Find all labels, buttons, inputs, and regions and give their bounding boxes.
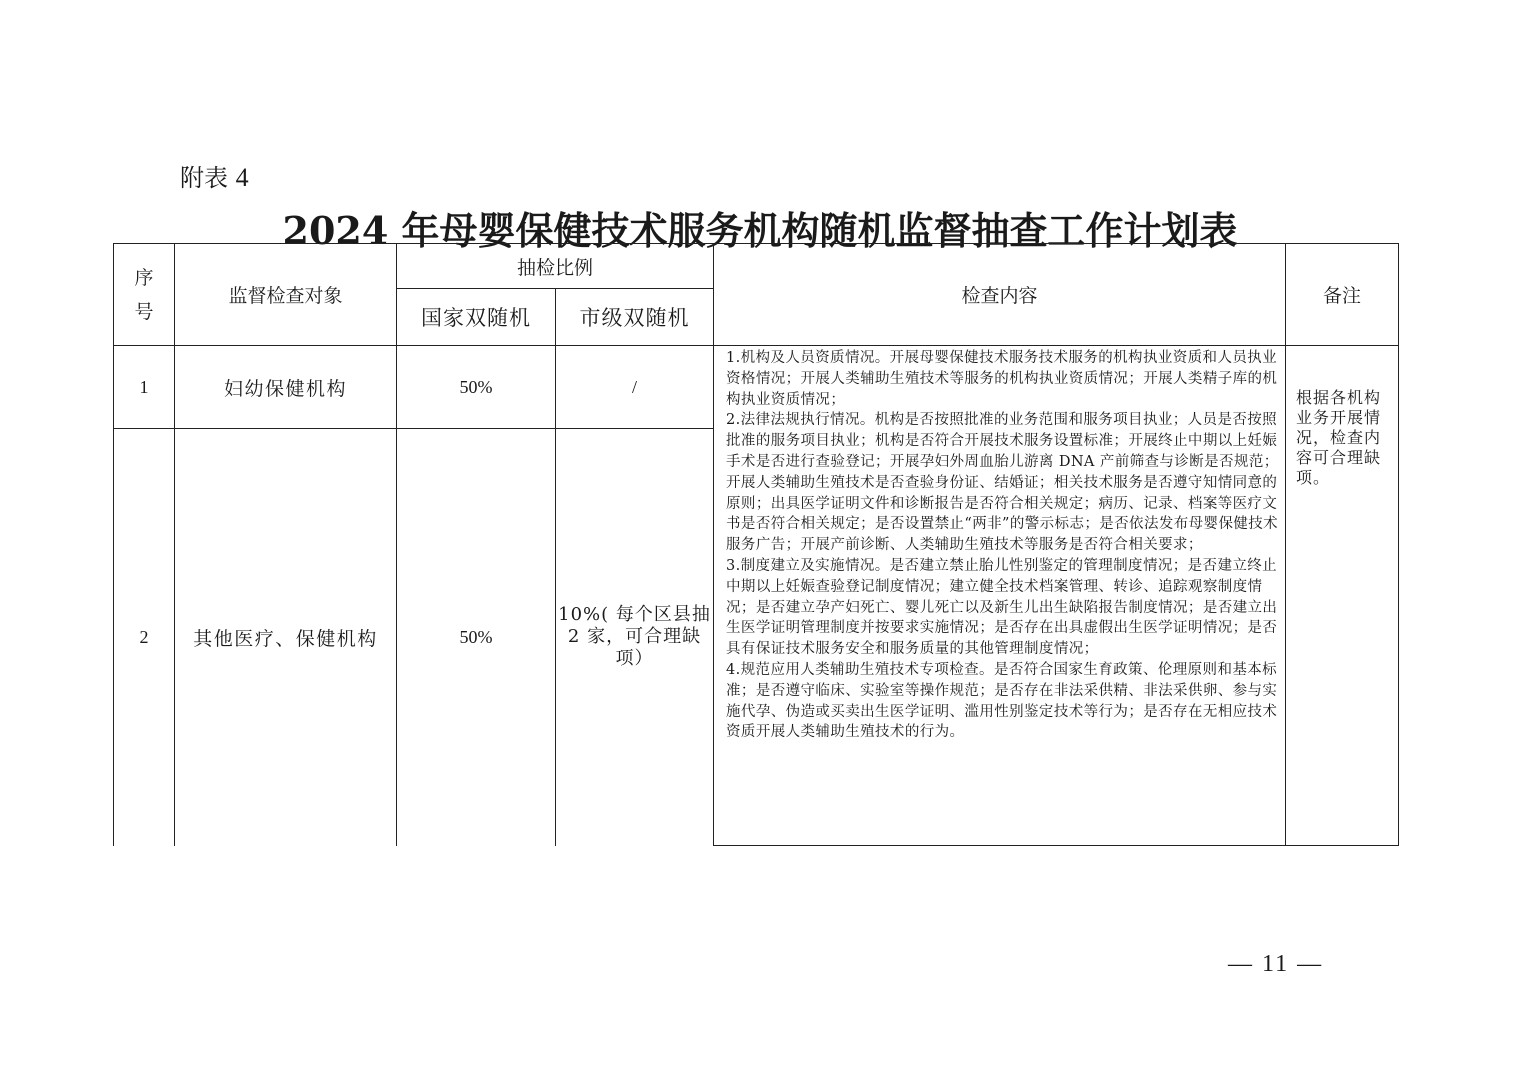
content-item-2: 2.法律法规执行情况。机构是否按照批准的业务范围和服务项目执业；人员是否按照批准的服务项目执业；机构是否符合开展技术服务设置标准；开展终止中期以上妊娠手术是否进行查验登记；开展孕妇外周血胎儿游离 DNA 产前筛查与诊断是否规范；开展人类辅助生殖技术是否查验身份证、结婚证；相关技术服务是否遵守知情同意的原则；出具医学证明文件和诊断报告是否符合相关规定；病历、记录、档案等医疗文书是否符合相关规定；是否设置禁止“两非”的警示标志；是否依法发布母婴保健技术服务广告；开展产前诊断、人类辅助生殖技术等服务是否符合相关要求； <box>726 412 1279 554</box>
header-content: 检查内容 <box>714 244 1286 346</box>
page-number: — 11 — <box>1228 951 1324 977</box>
header-national: 国家双随机 <box>397 289 556 346</box>
header-seq-text: 序号 <box>134 266 154 323</box>
row-2-seq: 2 <box>114 429 175 846</box>
inspection-plan-table <box>113 243 1399 846</box>
header-seq <box>114 244 175 346</box>
annex-label <box>180 158 249 193</box>
content-item-4: 4.规范应用人类辅助生殖技术专项检查。是否符合国家生育政策、伦理原则和基本标准；是否遵守临床、实验室等操作规范；是否存在非法采供精、非法采供卵、参与实施代孕、伪造或买卖出生医学证明、滥用性别鉴定技术等行为；是否存在无相应技术资质开展人类辅助生殖技术的行为。 <box>726 661 1278 741</box>
table-row <box>114 346 1399 429</box>
content-item-1: 1.机构及人员资质情况。开展母婴保健技术服务技术服务的机构执业资质和人员执业资格情况；开展人类辅助生殖技术等服务的机构执业资质情况；开展人类精子库的机构执业资质情况； <box>726 350 1278 408</box>
header-city: 市级双随机 <box>556 289 714 346</box>
row-1-target: 妇幼保健机构 <box>175 346 397 429</box>
row-2-national: 50% <box>397 429 556 846</box>
row-2-city: 10%( 每个区县抽 2 家，可合理缺项） <box>556 429 714 846</box>
row-1-seq: 1 <box>114 346 175 429</box>
inspection-content <box>714 346 1286 846</box>
header-target: 监督检查对象 <box>175 244 397 346</box>
header-remark: 备注 <box>1286 244 1399 346</box>
document-title: 2024 年母婴保健技术服务机构随机监督抽查工作计划表 <box>282 208 1238 253</box>
row-1-city: / <box>556 346 714 429</box>
remark-cell: 根据各机构业务开展情况，检查内容可合理缺项。 <box>1286 346 1399 846</box>
header-ratio: 抽检比例 <box>397 244 714 289</box>
annex-number: 4 <box>235 163 249 192</box>
row-1-national: 50% <box>397 346 556 429</box>
row-2-target: 其他医疗、保健机构 <box>175 429 397 846</box>
content-item-3: 3.制度建立及实施情况。是否建立禁止胎儿性别鉴定的管理制度情况；是否建立终止中期以上妊娠查验登记制度情况；建立健全技术档案管理、转诊、追踪观察制度情况；是否建立孕产妇死亡、婴儿死亡以及新生儿出生缺陷报告制度情况；是否建立出生医学证明管理制度并按要求实施情况；是否存在出具虚假出生医学证明情况；是否具有保证技术服务安全和服务质量的其他管理制度情况； <box>726 557 1278 658</box>
annex-label-text: 附表 <box>180 164 228 192</box>
